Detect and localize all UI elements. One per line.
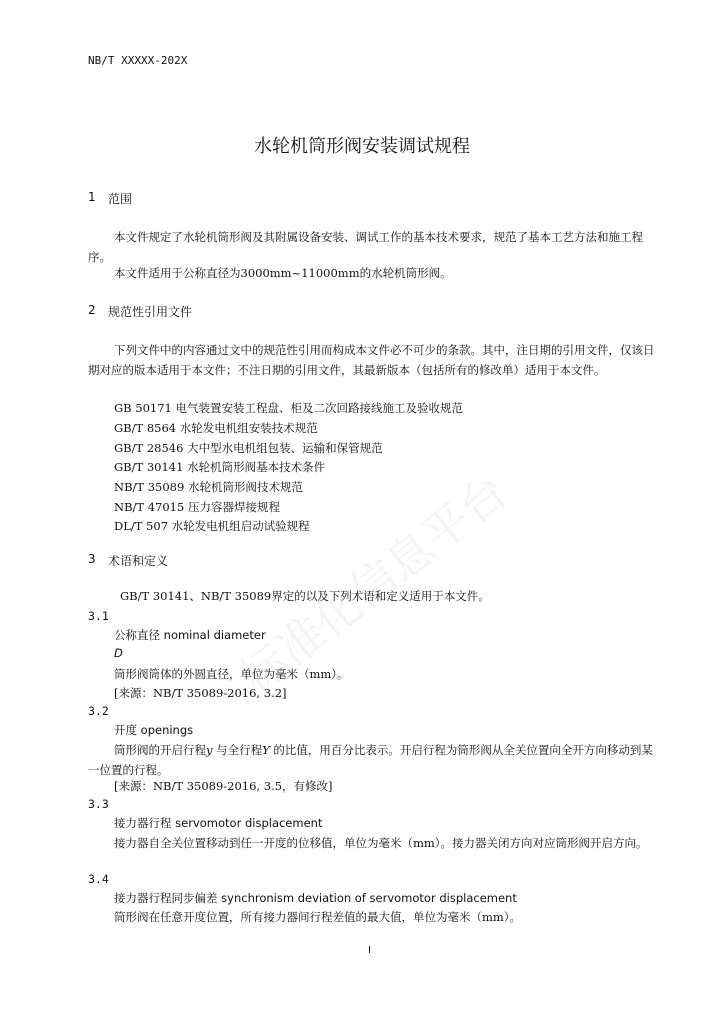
term-3-1-number: 3.1	[88, 609, 109, 623]
reference-item: GB/T 30141 水轮机筒形阀基本技术条件	[114, 460, 326, 474]
term-3-1-source: [来源：NB/T 35089-2016, 3.2]	[114, 686, 287, 700]
page-number: I	[368, 945, 371, 956]
reference-item: GB/T 28546 大中型水电机组包装、运输和保管规范	[114, 441, 383, 455]
section-2-number: 2	[88, 303, 96, 317]
term-3-2-number: 3.2	[88, 704, 109, 718]
section-2-title: 规范性引用文件	[108, 305, 193, 319]
reference-item: NB/T 35089 水轮机筒形阀技术规范	[114, 480, 303, 494]
stroke-symbol-Y: Y	[262, 743, 270, 757]
reference-item: GB/T 8564 水轮发电机组安装技术规范	[114, 421, 318, 435]
section-1-paragraph-1: 本文件规定了水轮机筒形阀及其附属设备安装、调试工作的基本技术要求，规范了基本工艺方法和施工程序。	[88, 230, 643, 264]
definition-text: 的比值，用百分比表示。开启行程为筒形阀从全关位置向全开方向移动到某一位置的行程。	[88, 743, 653, 777]
section-3-title: 术语和定义	[108, 554, 169, 568]
term-3-3-definition: 接力器自全关位置移动到任一开度的位移值，单位为毫米（mm）。接力器关闭方向对应筒形阀开启方向。	[114, 836, 648, 850]
document-title: 水轮机筒形阀安装调试规程	[254, 136, 470, 157]
term-3-3-name: 接力器行程 servomotor displacement	[114, 816, 323, 830]
term-3-4-number: 3.4	[88, 872, 109, 886]
section-1-number: 1	[88, 190, 96, 204]
reference-item: DL/T 507 水轮发电机组启动试验规程	[114, 519, 310, 533]
term-3-2-definition	[88, 740, 659, 780]
term-3-1-name: 公称直径 nominal diameter	[114, 628, 266, 642]
reference-item: NB/T 47015 压力容器焊接规程	[114, 500, 280, 514]
section-1-title: 范围	[108, 192, 133, 206]
definition-text: 筒形阀的开启行程	[114, 743, 206, 757]
stroke-symbol-y: y	[206, 743, 213, 757]
term-3-2-source: [来源：NB/T 35089-2016, 3.5，有修改]	[114, 779, 333, 793]
term-3-4-name: 接力器行程同步偏差 synchronism deviation of servomotor displacement	[114, 891, 517, 905]
term-3-1-definition: 筒形阀筒体的外圆直径，单位为毫米（mm）。	[114, 667, 349, 681]
section-3-intro: GB/T 30141、NB/T 35089界定的以及下列术语和定义适用于本文件。	[120, 589, 490, 603]
term-3-4-definition: 筒形阀在任意开度位置，所有接力器间行程差值的最大值，单位为毫米（mm）。	[114, 910, 522, 924]
section-1-paragraph-2: 本文件适用于公称直径为3000mm~11000mm的水轮机筒形阀。	[114, 266, 452, 280]
definition-text: 与全行程	[212, 743, 263, 757]
reference-item: GB 50171 电气装置安装工程盘、柜及二次回路接线施工及验收规范	[114, 401, 464, 415]
standard-code: NB/T XXXXX-202X	[88, 54, 188, 67]
term-3-1-symbol: D	[114, 646, 123, 660]
term-3-2-name: 开度 openings	[114, 723, 194, 737]
section-2-intro: 下列文件中的内容通过文中的规范性引用而构成本文件必不可少的条款。其中，注日期的引用文件，仅该日期对应的版本适用于本文件；不注日期的引用文件，其最新版本（包括所有的修改单）适用于本文件。	[88, 343, 655, 377]
term-3-3-number: 3.3	[88, 797, 109, 811]
section-3-number: 3	[88, 552, 96, 566]
